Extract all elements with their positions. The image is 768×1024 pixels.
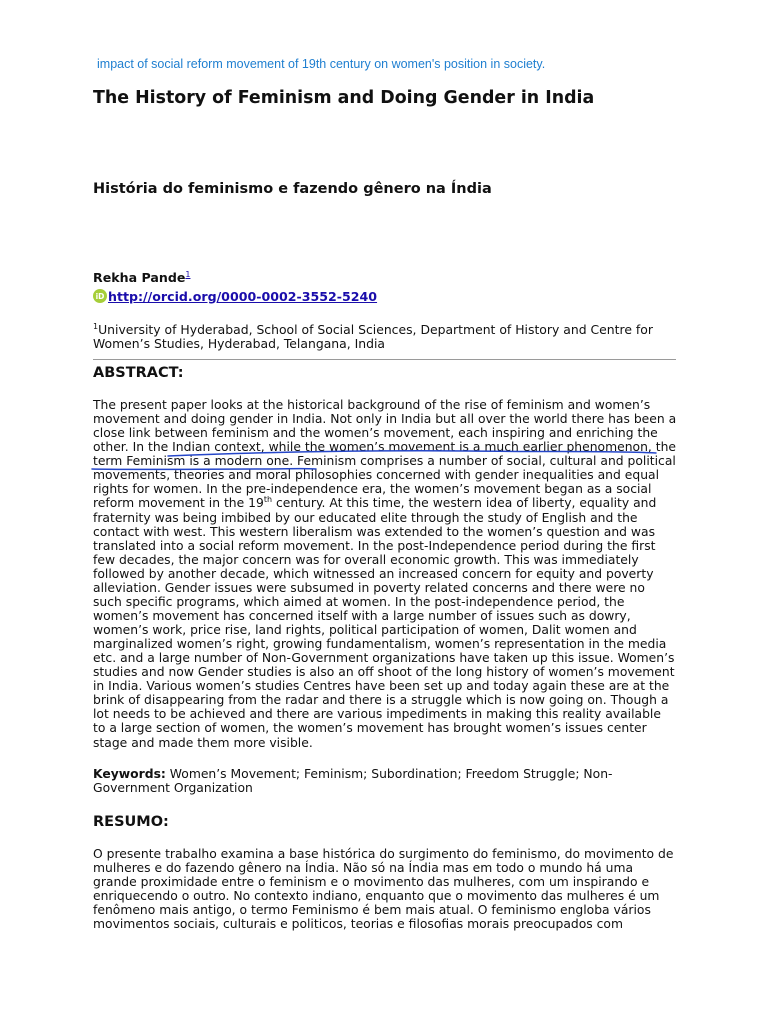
- orcid-link[interactable]: http://orcid.org/0000-0002-3552-5240: [108, 288, 378, 304]
- abstract-text-part2: century. At this time, the western idea of liberty, equality and fraternity was being imbibed by our educated elite through the study of English and the contact with west. This western liberalism was extended to the women’s question and was translated into a social reform movement. In the post-Independence period during the first few decades, the major concern was for overall economic growth. This was immediately followed by another decade, which witnessed an increased concern for equity and poverty alleviation. Gender issues were subsumed in poverty related concerns and there were no such specific programs, which aimed at women. In the post-independence period, the women’s movement has concerned itself with a large number of issues such as dowry, women’s work, price rise, land rights, political participation of women, Dalit women and marginalized women’s right, growing fundamentalism, women’s representation in the media etc. and a large number of Non-Government organizations have taken up this issue. Women’s studies and now Gender studies is also an off shoot of the long history of women’s movement in India. Various women’s studies Centres have been set up and today again these are at the brink of disappearing from the radar and there is a struggle which is now going on. Though a lot needs to be achieved and there are various impediments in making this reality available to a large section of women, the women’s movement has brought women’s issues center stage and made them more visible.: [93, 496, 675, 750]
- orcid-line: [93, 287, 377, 305]
- abstract-heading: ABSTRACT:: [93, 365, 184, 381]
- affiliation: [93, 320, 676, 352]
- affiliation-marker: 1: [93, 322, 99, 331]
- keywords-text: Women’s Movement; Feminism; Subordination; Freedom Struggle; Non-Government Organization: [93, 767, 613, 796]
- keywords: [93, 767, 677, 795]
- section-divider: [93, 359, 676, 360]
- paper-title: The History of Feminism and Doing Gender in India: [93, 88, 595, 108]
- abstract-superscript: th: [263, 495, 273, 505]
- abstract-text: [93, 398, 677, 750]
- affiliation-text: University of Hyderabad, School of Social Sciences, Department of History and Centre for Women’s Studies, Hyderabad, Telangana, India: [93, 322, 653, 352]
- author-affiliation-marker[interactable]: 1: [185, 270, 191, 279]
- author-line: [93, 270, 190, 285]
- author-name: Rekha Pande: [93, 270, 186, 286]
- resumo-text: O presente trabalho examina a base histórica do surgimento do feminismo, do movimento de mulheres e do fazendo gênero na Índia. Não só na Índia mas em todo o mundo há uma grande proximidade entre o feminism e o movimento das mulheres, com um inspirando e enriquecendo o outro. No contexto indiano, enquanto que o movimento das mulheres é um fenômeno mais antigo, o termo Feminismo é bem mais atual. O feminismo engloba vários movimentos sociais, culturais e politicos, teorias e filosofias morais preocupados com: [93, 847, 674, 932]
- annotation-note: impact of social reform movement of 19th century on women's position in society.: [97, 57, 546, 71]
- orcid-icon: iD: [93, 289, 107, 303]
- resumo-heading: RESUMO:: [93, 814, 169, 830]
- abstract-text-part1: The present paper looks at the historical background of the rise of feminism and women’s movement and doing gender in India. Not only in India but all over the world there has been a close link between feminism and the women’s movement, each inspiring and enriching the other. In the Indian context, while the women’s movement is a much earlier phenomenon, the term Feminism is a modern one. Feminism comprises a number of social, cultural and political movements, theories and moral philosophies concerned with gender inequalities and equal rights for women. In the pre-independence era, the women’s movement began as a social reform movement in the 19: [93, 398, 677, 511]
- keywords-label: Keywords:: [93, 767, 166, 781]
- paper-subtitle: História do feminismo e fazendo gênero na Índia: [93, 181, 492, 197]
